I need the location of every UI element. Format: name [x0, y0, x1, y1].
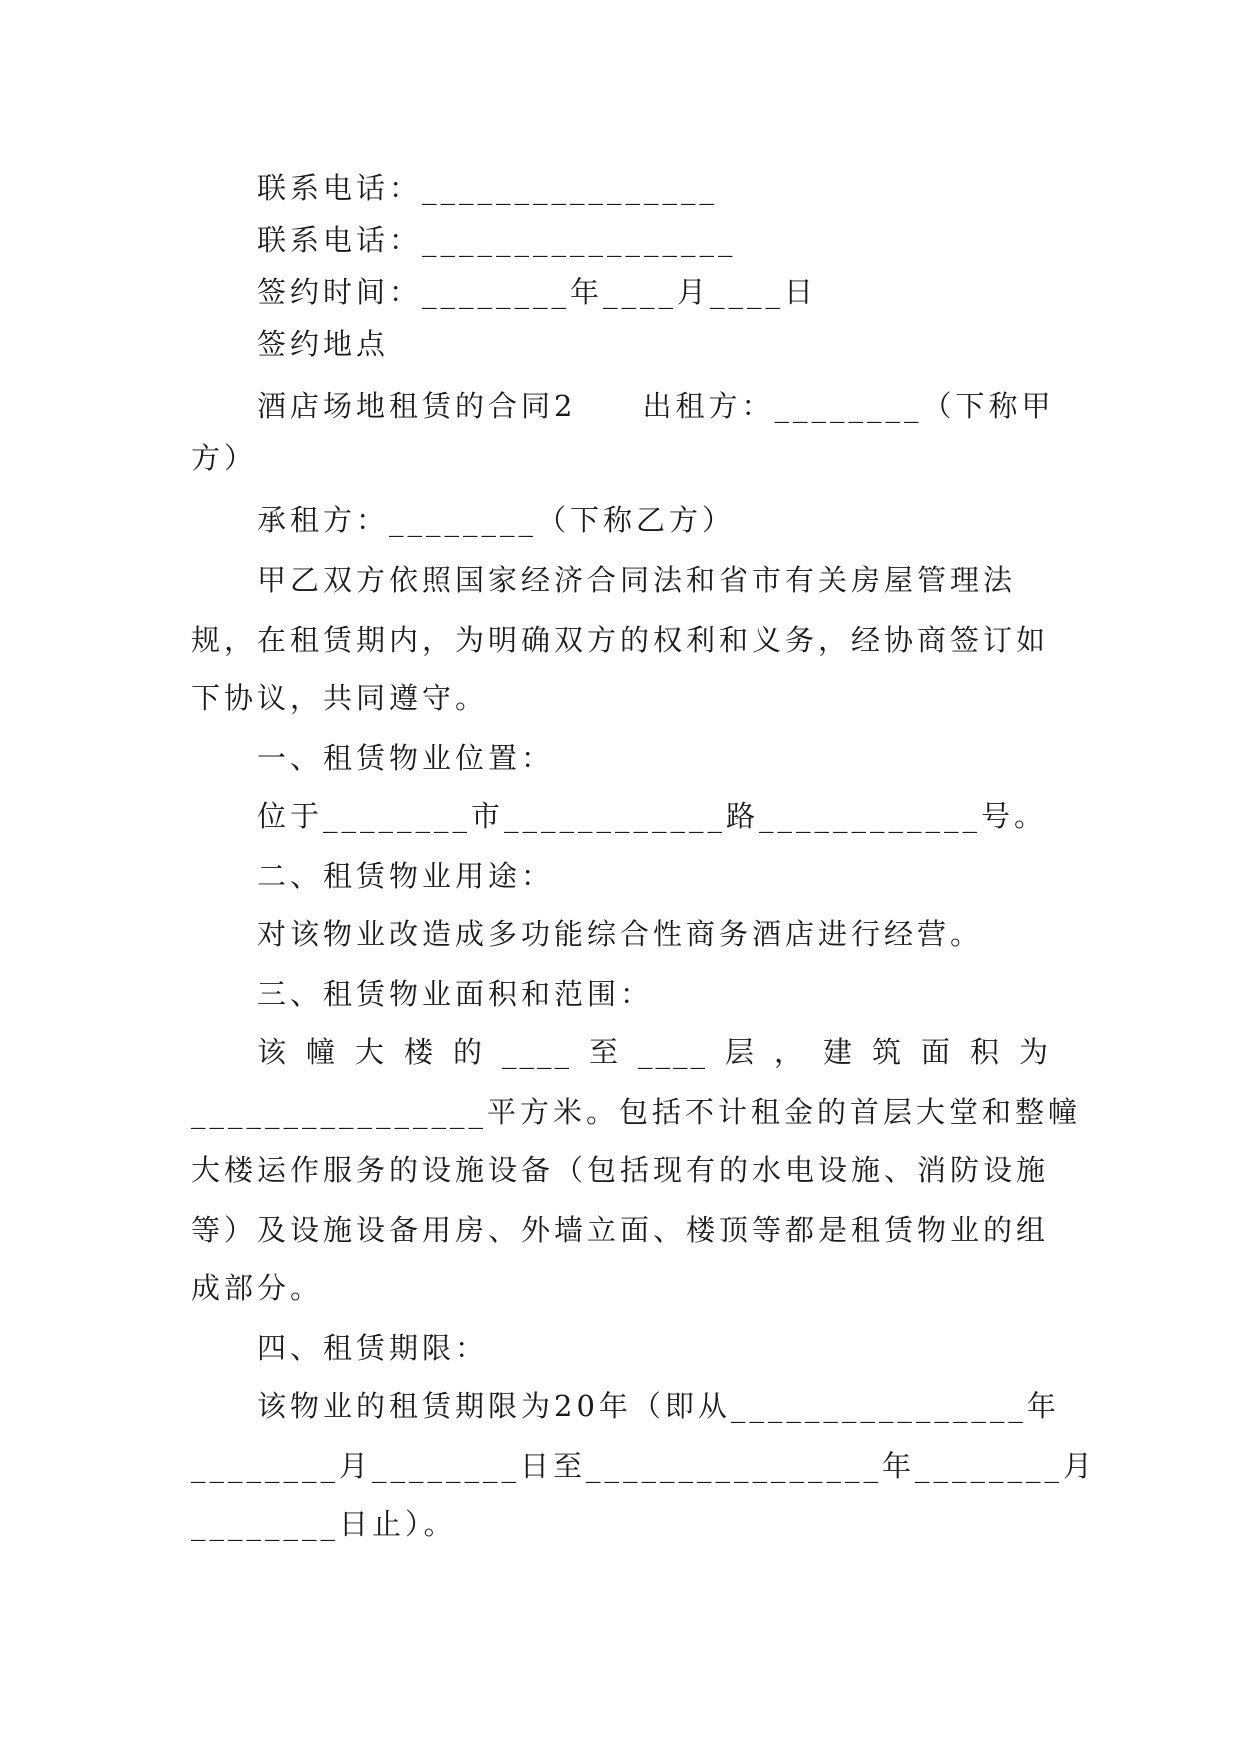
section-3-area-line-2: ________________平方米。包括不计租金的首层大堂和整幢	[191, 1095, 1082, 1129]
preamble-line-1: 甲乙双方依照国家经济合同法和省市有关房屋管理法	[257, 563, 1017, 597]
contract-title-lessor-line: 酒店场地租赁的合同2 出租方：________（下称甲	[257, 389, 1055, 423]
section-1-heading: 一、租赁物业位置：	[257, 741, 555, 775]
section-3-area-line-3: 大楼运作服务的设施设备（包括现有的水电设施、消防设施	[191, 1153, 1050, 1187]
section-3-area-line-5: 成部分。	[191, 1271, 324, 1305]
signing-place-line: 签约地点	[257, 327, 390, 361]
preamble-line-3: 下协议，共同遵守。	[191, 681, 489, 715]
preamble-line-2: 规，在租赁期内，为明确双方的权利和义务，经协商签订如	[191, 623, 1050, 657]
lessor-continuation-line: 方）	[191, 441, 258, 475]
section-3-area-line-4: 等）及设施设备用房、外墙立面、楼顶等都是租赁物业的组	[191, 1213, 1050, 1247]
contact-phone-line-2: 联系电话：_________________	[257, 223, 737, 257]
section-2-purpose: 对该物业改造成多功能综合性商务酒店进行经营。	[257, 917, 984, 951]
signing-date-line: 签约时间：________年____月____日	[257, 275, 818, 309]
section-3-area-line-1: 该幢大楼的____至____层，建筑面积为	[257, 1035, 1051, 1069]
section-4-term-line-3: ________日止）。	[191, 1507, 457, 1541]
section-4-term-line-2: ________月________日至________________年________月	[191, 1449, 1097, 1483]
section-2-heading: 二、租赁物业用途：	[257, 859, 555, 893]
contact-phone-line-1: 联系电话：________________	[257, 171, 719, 205]
section-4-heading: 四、租赁期限：	[257, 1331, 489, 1365]
section-3-heading: 三、租赁物业面积和范围：	[257, 977, 654, 1011]
section-1-location: 位于________市____________路____________号。	[257, 799, 1048, 833]
lessee-line: 承租方：________（下称乙方）	[257, 503, 736, 537]
section-4-term-line-1: 该物业的租赁期限为20年（即从________________年	[257, 1389, 1060, 1423]
